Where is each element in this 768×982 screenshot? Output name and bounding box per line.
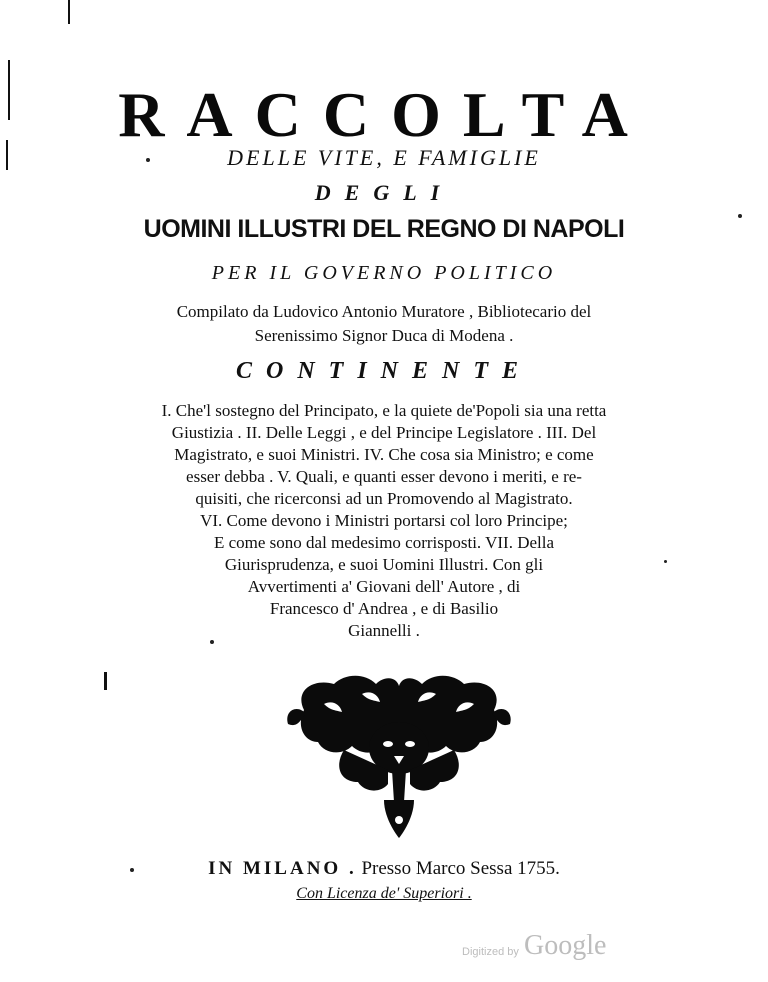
licenza-line: Con Licenza de' Superiori . bbox=[296, 885, 472, 902]
compiler-line-1: Compilato da Ludovico Antonio Muratore , Bibliotecario del bbox=[176, 302, 592, 321]
digitized-by-text: Digitized by bbox=[462, 946, 519, 958]
imprint-line bbox=[0, 858, 768, 880]
contents-line: esser debba . V. Quali, e quanti esser devono i meriti, e re- bbox=[186, 467, 582, 486]
book-title: RACCOLTA bbox=[118, 79, 650, 150]
contents-line: quisiti, che ricerconsi ad un Promovendo al Magistrato. bbox=[195, 489, 573, 508]
contents-line: Giustizia . II. Delle Leggi , e del Principe Legislatore . III. Del bbox=[171, 423, 597, 442]
imprint-city: IN MILANO . bbox=[208, 858, 357, 879]
compiler-line-2: Serenissimo Signor Duca di Modena . bbox=[254, 326, 514, 345]
uomini-line: UOMINI ILLUSTRI DEL REGNO DI NAPOLI bbox=[143, 215, 625, 243]
google-logo: Google bbox=[524, 930, 607, 961]
scan-edge-mark bbox=[104, 672, 107, 690]
contents-line: VI. Come devono i Ministri portarsi col loro Principe; bbox=[200, 511, 568, 530]
digitized-watermark bbox=[462, 930, 632, 970]
contents-line: Giurisprudenza, e suoi Uomini Illustri. Con gli bbox=[224, 555, 544, 574]
contents-line: Francesco d' Andrea , e di Basilio bbox=[269, 599, 499, 618]
imprint-publisher: Presso Marco Sessa 1755. bbox=[361, 858, 560, 879]
contents-line: I. Che'l sostegno del Principato, e la quiete de'Popoli sia una retta bbox=[161, 401, 607, 420]
governo-line: PER IL GOVERNO POLITICO bbox=[211, 262, 557, 284]
continente-heading: CONTINENTE bbox=[235, 358, 532, 384]
contents-line: Magistrato, e suoi Ministri. IV. Che cosa sia Ministro; e come bbox=[174, 445, 594, 464]
printers-ornament bbox=[284, 670, 514, 840]
book-subtitle: DELLE VITE, E FAMIGLIE bbox=[227, 145, 541, 170]
contents-block bbox=[0, 400, 768, 642]
contents-line: E come sono dal medesimo corrisposti. VII. Della bbox=[213, 533, 555, 552]
contents-line: Giannelli . bbox=[348, 621, 420, 640]
scan-edge-mark bbox=[68, 0, 70, 24]
compiler-block bbox=[0, 300, 768, 348]
degli-line: DEGLI bbox=[314, 180, 454, 205]
contents-line: Avvertimenti a' Giovani dell' Autore , di bbox=[247, 577, 521, 596]
